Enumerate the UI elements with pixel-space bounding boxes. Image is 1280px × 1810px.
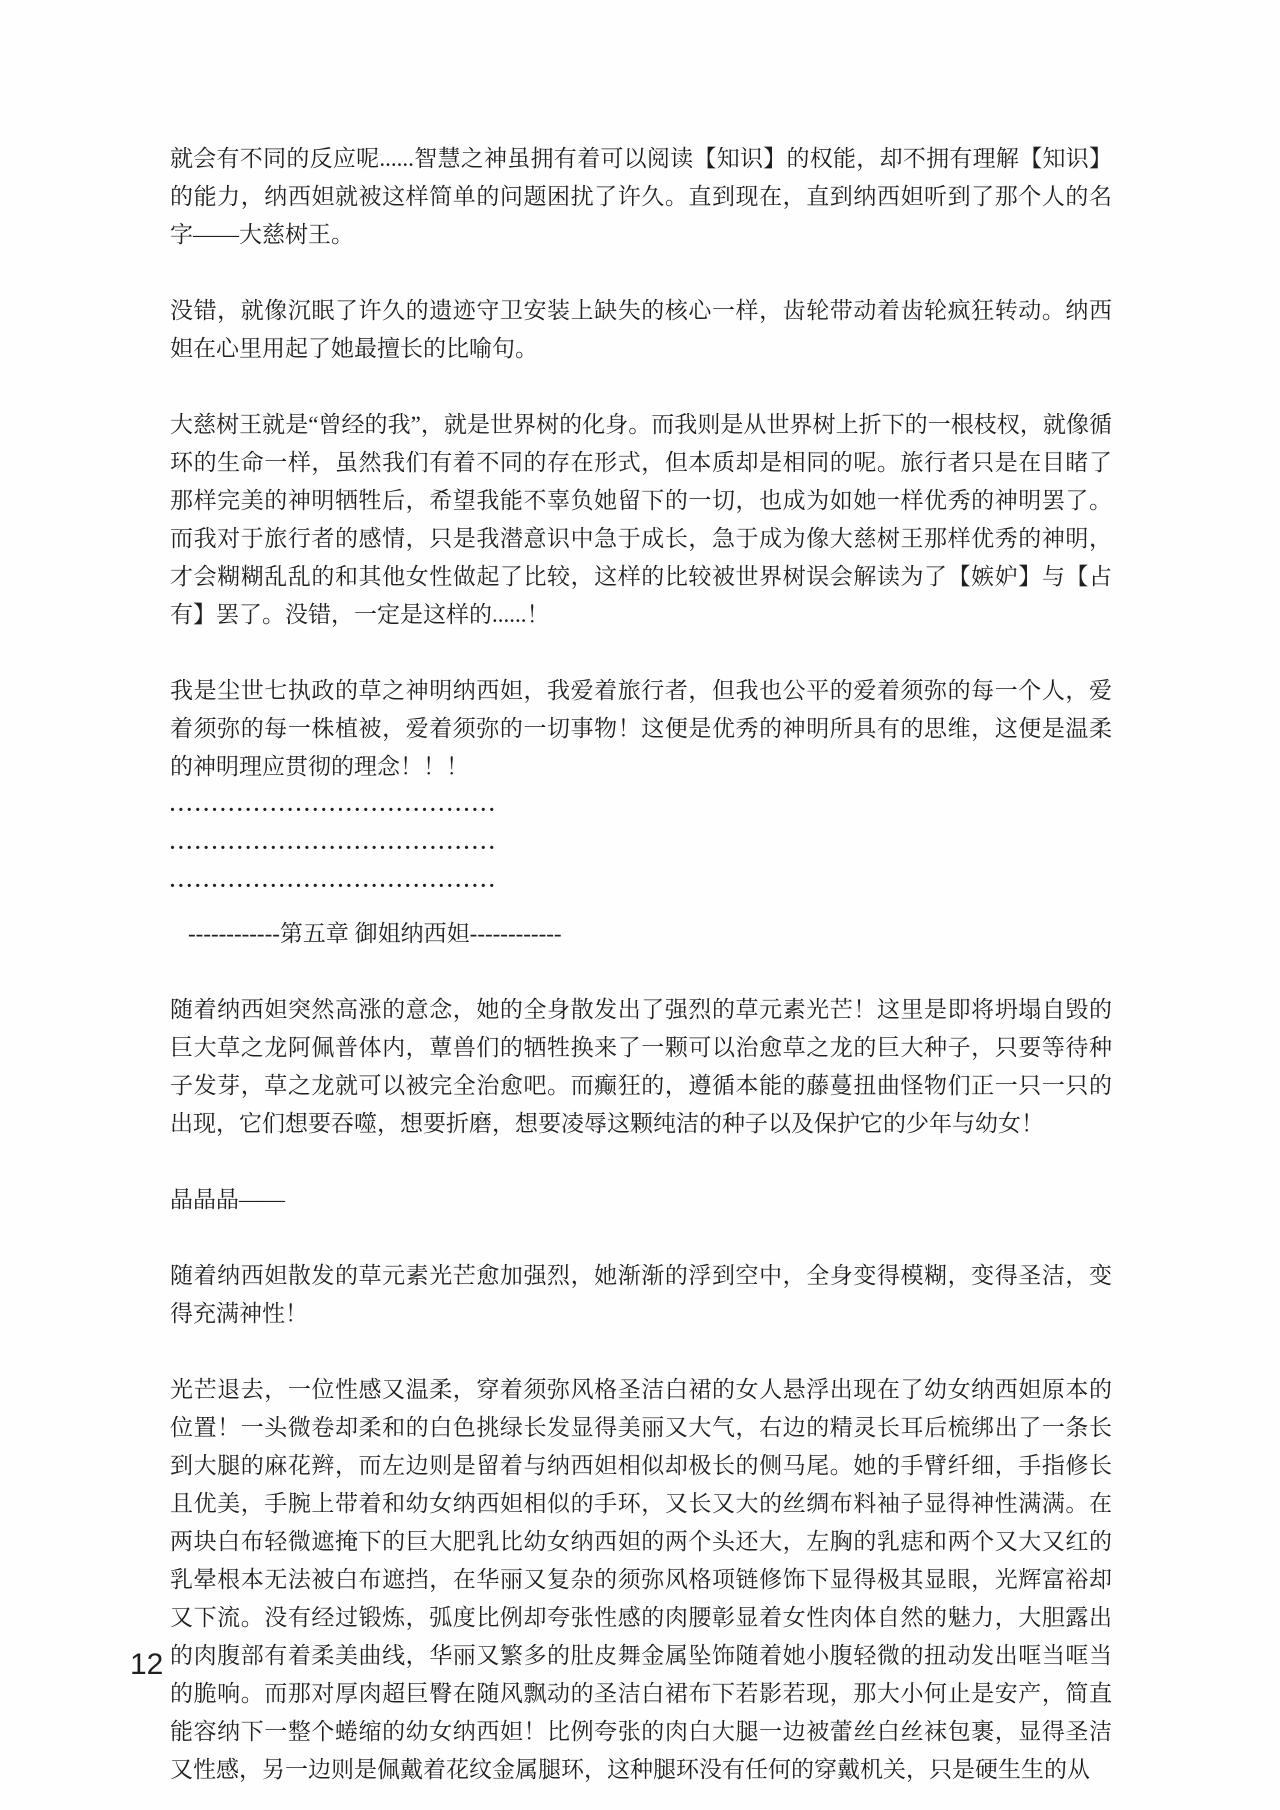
- dotted-separator: .......................................: [170, 870, 498, 892]
- paragraph: 就会有不同的反应呢......智慧之神虽拥有着可以阅读【知识】的权能，却不拥有理解【知识】的能力，纳西妲就被这样简单的问题困扰了许久。直到现在，直到纳西妲听到了那个人的名字——大慈树王。: [170, 146, 1112, 247]
- paragraph: 大慈树王就是“曾经的我”，就是世界树的化身。而我则是从世界树上折下的一根枝杈，就像循环的生命一样，虽然我们有着不同的存在形式，但本质却是相同的呢。旅行者只是在目睹了那样完美的神明牺牲后，希望我能不辜负她留下的一切，也成为如她一样优秀的神明罢了。而我对于旅行者的感情，只是我潜意识中急于成长，急于成为像大慈树王那样优秀的神明，才会糊糊乱乱的和其他女性做起了比较，这样的比较被世界树误会解读为了【嫉妒】与【占有】罢了。没错，一定是这样的......！: [170, 412, 1112, 627]
- page-number: 12: [130, 1648, 164, 1681]
- paragraph: 光芒退去，一位性感又温柔，穿着须弥风格圣洁白裙的女人悬浮出现在了幼女纳西妲原本的位置！一头微卷却柔和的白色挑绿长发显得美丽又大气，右边的精灵长耳后梳绑出了一条长到大腿的麻花辫，而左边则是留着与纳西妲相似却极长的侧马尾。她的手臂纤细，手指修长且优美，手腕上带着和幼女纳西妲相似的手环，又长又大的丝绸布料袖子显得神性满满。在两块白布轻微遮掩下的巨大肥乳比幼女纳西妲的两个头还大，左胸的乳痣和两个又大又红的乳晕根本无法被白布遮挡，在华丽又复杂的须弥风格项链修饰下显得极其显眼，光辉富裕却又下流。没有经过锻炼，弧度比例却夸张性感的肉腰彰显着女性肉体自然的魅力，大胆露出的肉腹部有着柔美曲线，华丽又繁多的肚皮舞金属坠饰随着她小腹轻微的扭动发出哐当哐当的脆响。而那对厚肉超巨臀在随风飘动的圣洁白裙布下若影若现，那大小何止是安产，简直能容纳下一整个蜷缩的幼女纳西妲！比例夸张的肉白大腿一边被蕾丝白丝袜包裹，显得圣洁又性感，另一边则是佩戴着花纹金属腿环，这种腿环没有任何的穿戴机关，只是硬生生的从: [170, 1377, 1112, 1782]
- chapter-heading: ------------第五章 御姐纳西妲------------: [188, 921, 562, 946]
- paragraph: 随着纳西妲突然高涨的意念，她的全身散发出了强烈的草元素光芒！这里是即将坍塌自毁的巨大草之龙阿佩普体内，蕈兽们的牺牲换来了一颗可以治愈草之龙的巨大种子，只要等待种子发芽，草之龙就可以被完全治愈吧。而癫狂的，遵循本能的藤蔓扭曲怪物们正一只一只的出现，它们想要吞噬，想要折磨，想要凌辱这颗纯洁的种子以及保护它的少年与幼女！: [170, 997, 1112, 1136]
- page-content: [170, 140, 1112, 1810]
- paragraph: 没错，就像沉眠了许久的遗迹守卫安装上缺失的核心一样，齿轮带动着齿轮疯狂转动。纳西妲在心里用起了她最擅长的比喻句。: [170, 298, 1112, 361]
- sfx-line: 晶晶晶——: [170, 1187, 285, 1212]
- dotted-separator: .......................................: [170, 794, 498, 816]
- paragraph: 我是尘世七执政的草之神明纳西妲，我爱着旅行者，但我也公平的爱着须弥的每一个人，爱着须弥的每一株植被，爱着须弥的一切事物！这便是优秀的神明所具有的思维，这便是温柔的神明理应贯彻的理念！！！: [170, 678, 1112, 779]
- paragraph: 随着纳西妲散发的草元素光芒愈加强烈，她渐渐的浮到空中，全身变得模糊，变得圣洁，变得充满神性！: [170, 1263, 1112, 1326]
- dotted-separator: .......................................: [170, 832, 498, 854]
